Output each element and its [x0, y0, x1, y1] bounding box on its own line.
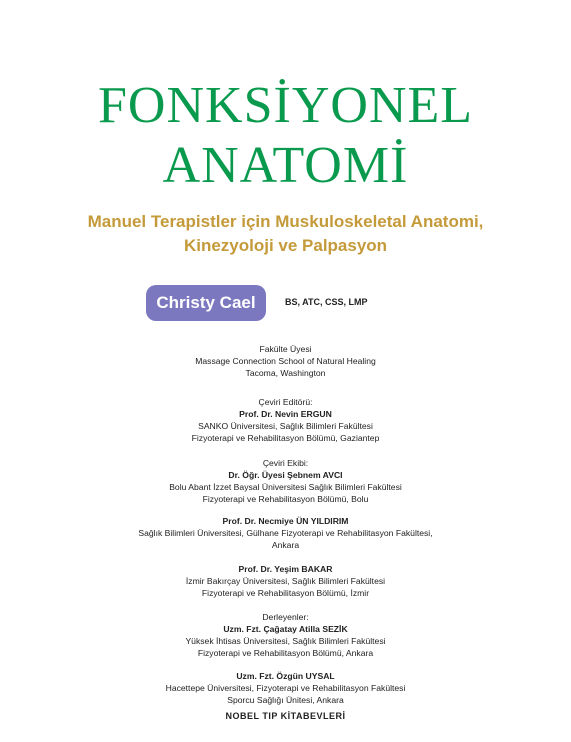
editor-name: Prof. Dr. Nevin ERGUN	[239, 409, 332, 419]
compiler-line: Hacettepe Üniversitesi, Fizyoterapi ve Rehabilitasyon Fakültesi	[165, 683, 406, 693]
editor-block	[0, 396, 571, 444]
team-member-2	[0, 515, 571, 551]
compilers-heading: Derleyenler:	[262, 612, 309, 622]
subtitle-line-2: Kinezyoloji ve Palpasyon	[183, 236, 388, 255]
team-block	[0, 457, 571, 505]
compiler-2	[0, 670, 571, 706]
team-member-name: Prof. Dr. Yeşim BAKAR	[238, 564, 333, 574]
team-member-3	[0, 563, 571, 599]
editor-line: SANKO Üniversitesi, Sağlık Bilimleri Fakültesi	[198, 421, 373, 431]
editor-line: Fizyoterapi ve Rehabilitasyon Bölümü, Gaziantep	[191, 433, 380, 443]
editor-heading: Çeviri Editörü:	[258, 397, 313, 407]
subtitle-line-1: Manuel Terapistler için Muskuloskeletal Anatomi,	[87, 212, 484, 231]
title-line-2: ANATOMİ	[162, 137, 409, 194]
affiliation-line: Fakülte Üyesi	[259, 344, 312, 354]
compiler-line: Yüksek İhtisas Üniversitesi, Sağlık Bilimleri Fakültesi	[185, 636, 386, 646]
team-member-name: Prof. Dr. Necmiye ÜN YILDIRIM	[222, 516, 349, 526]
team-member-name: Dr. Öğr. Üyesi Şebnem AVCI	[228, 470, 343, 480]
author-affiliation	[0, 343, 571, 379]
team-member-line: Fizyoterapi ve Rehabilitasyon Bölümü, İzmir	[201, 588, 370, 598]
publisher: NOBEL TIP KİTABEVLERİ	[225, 711, 346, 721]
author-name: Christy Cael	[146, 285, 266, 321]
team-member-line: Fizyoterapi ve Rehabilitasyon Bölümü, Bolu	[202, 494, 369, 504]
team-member-line: İzmir Bakırçay Üniversitesi, Sağlık Bilimleri Fakültesi	[185, 576, 386, 586]
compiler-name: Uzm. Fzt. Çağatay Atilla SEZİK	[223, 624, 348, 634]
team-member-line: Ankara	[271, 540, 300, 550]
compilers-block	[0, 611, 571, 659]
title-line-1: FONKSİYONEL	[98, 77, 473, 134]
compiler-name: Uzm. Fzt. Özgün UYSAL	[236, 671, 335, 681]
team-heading: Çeviri Ekibi:	[262, 458, 309, 468]
compiler-line: Fizyoterapi ve Rehabilitasyon Bölümü, Ankara	[197, 648, 374, 658]
author-credentials: BS, ATC, CSS, LMP	[285, 297, 368, 307]
affiliation-line: Massage Connection School of Natural Healing	[195, 356, 376, 366]
compiler-line: Sporcu Sağlığı Ünitesi, Ankara	[227, 695, 344, 705]
team-member-line: Sağlık Bilimleri Üniversitesi, Gülhane Fizyoterapi ve Rehabilitasyon Fakültesi,	[138, 528, 433, 538]
affiliation-line: Tacoma, Washington	[245, 368, 326, 378]
team-member-line: Bolu Abant İzzet Baysal Üniversitesi Sağlık Bilimleri Fakültesi	[169, 482, 402, 492]
